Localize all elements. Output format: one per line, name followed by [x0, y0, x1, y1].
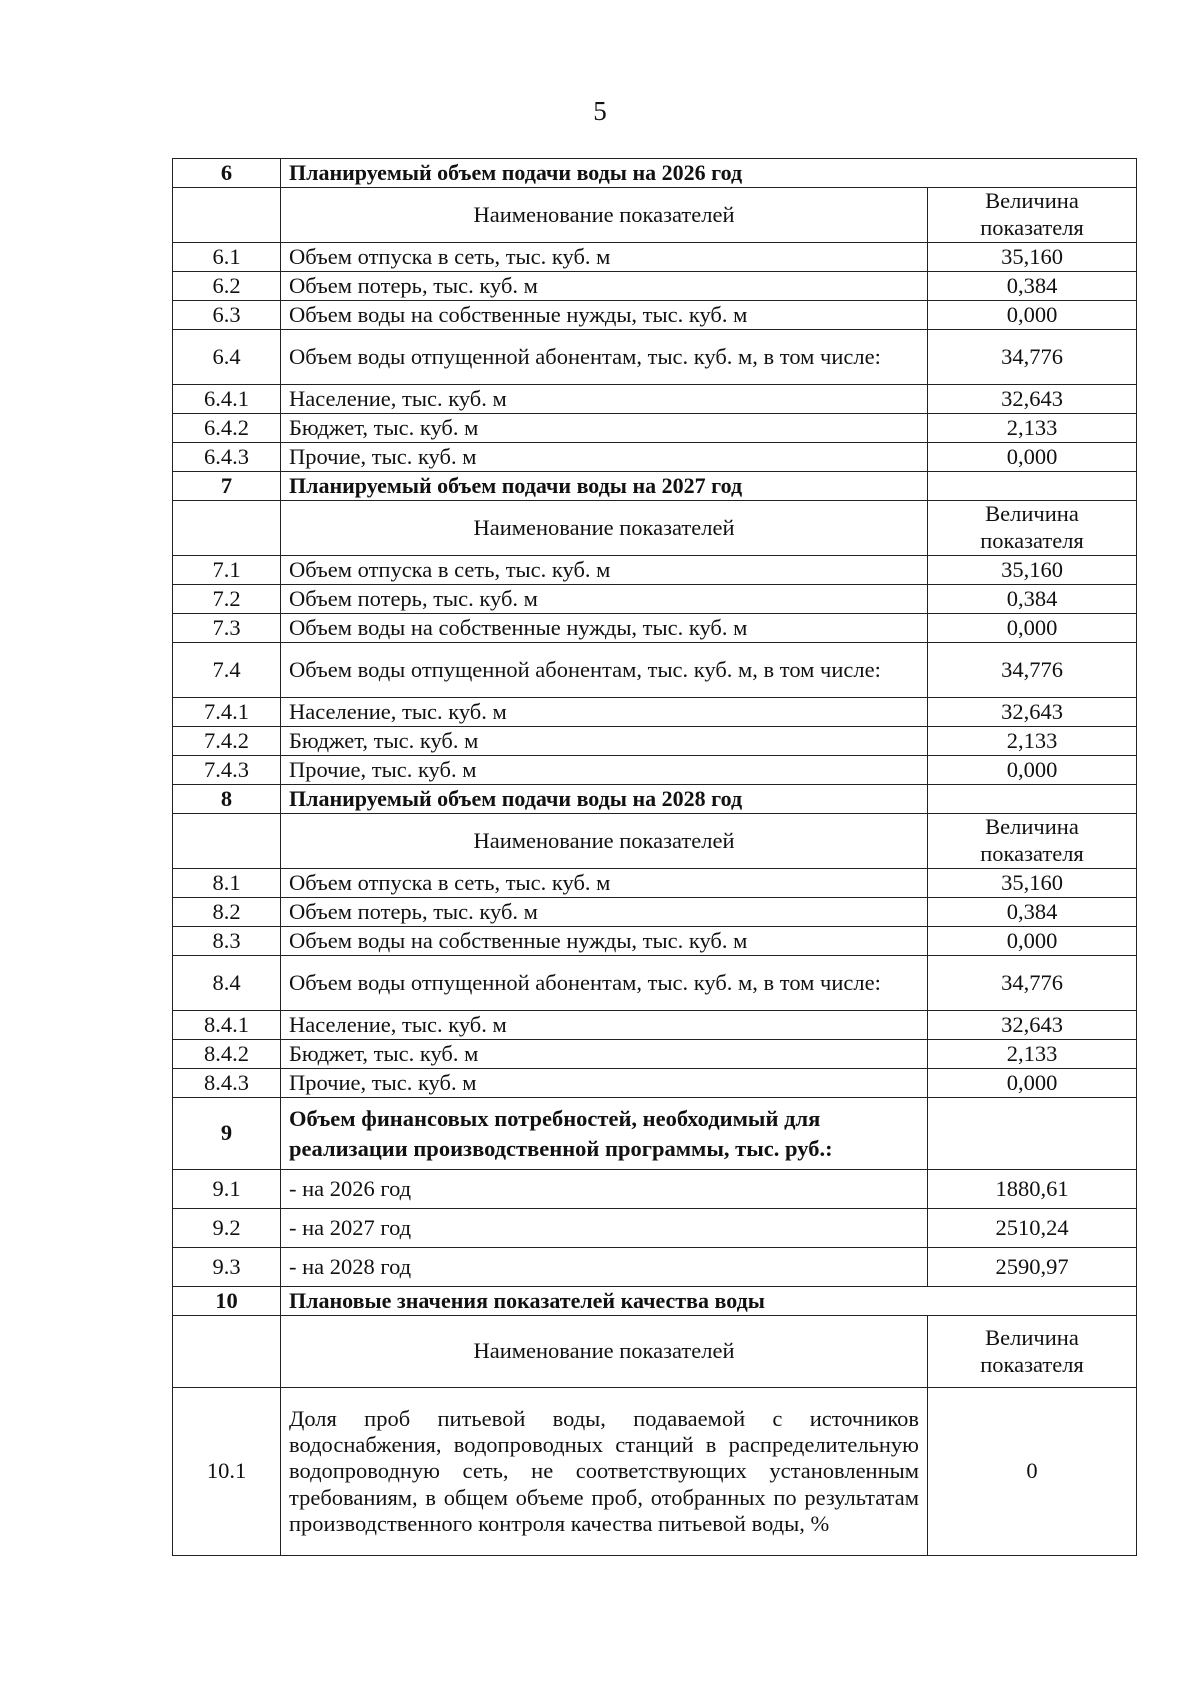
table-row [173, 956, 1137, 1011]
row-number: 7.2 [173, 585, 281, 614]
table-row [173, 414, 1137, 443]
table-row [173, 927, 1137, 956]
empty-cell [928, 472, 1137, 501]
table-row [173, 643, 1137, 698]
column-header-row [173, 1316, 1137, 1388]
column-header-value: Величина показателя [928, 1316, 1137, 1388]
row-value: 1880,61 [928, 1170, 1137, 1209]
row-value: 2,133 [928, 1040, 1137, 1069]
section-number: 6 [173, 159, 281, 188]
row-name: Бюджет, тыс. куб. м [281, 1040, 928, 1069]
row-name: Население, тыс. куб. м [281, 385, 928, 414]
table-row [173, 301, 1137, 330]
row-value: 0,000 [928, 1069, 1137, 1098]
row-name: Объем потерь, тыс. куб. м [281, 585, 928, 614]
row-name: Объем отпуска в сеть, тыс. куб. м [281, 556, 928, 585]
row-name: - на 2026 год [281, 1170, 928, 1209]
row-value: 0,000 [928, 927, 1137, 956]
row-value: 0,000 [928, 301, 1137, 330]
empty-cell [928, 785, 1137, 814]
table-row [173, 1011, 1137, 1040]
section-header-row [173, 1287, 1137, 1316]
row-number: 7.3 [173, 614, 281, 643]
table-row [173, 614, 1137, 643]
section-title: Планируемый объем подачи воды на 2027 год [281, 472, 928, 501]
row-value: 0,000 [928, 614, 1137, 643]
row-value: 2,133 [928, 727, 1137, 756]
row-value: 32,643 [928, 385, 1137, 414]
section-number: 9 [173, 1098, 281, 1170]
row-number: 8.2 [173, 898, 281, 927]
row-name: Население, тыс. куб. м [281, 1011, 928, 1040]
row-value: 35,160 [928, 243, 1137, 272]
row-number: 7.4.1 [173, 698, 281, 727]
column-header-name: Наименование показателей [281, 501, 928, 556]
row-name: Бюджет, тыс. куб. м [281, 414, 928, 443]
table-row [173, 869, 1137, 898]
row-name: Население, тыс. куб. м [281, 698, 928, 727]
table-row [173, 556, 1137, 585]
row-name: Объем воды отпущенной абонентам, тыс. куб. м, в том числе: [281, 956, 928, 1011]
table-row [173, 585, 1137, 614]
column-header-row [173, 501, 1137, 556]
table-row [173, 727, 1137, 756]
row-number: 7.4.3 [173, 756, 281, 785]
indicators-table [172, 158, 1137, 1556]
section-number: 7 [173, 472, 281, 501]
row-value: 34,776 [928, 956, 1137, 1011]
column-header-row [173, 188, 1137, 243]
section-header-row [173, 472, 1137, 501]
row-name: Объем потерь, тыс. куб. м [281, 898, 928, 927]
row-number: 6.1 [173, 243, 281, 272]
row-value: 34,776 [928, 643, 1137, 698]
table-row [173, 243, 1137, 272]
table-row [173, 756, 1137, 785]
row-value: 0,000 [928, 756, 1137, 785]
row-name: Объем воды на собственные нужды, тыс. куб. м [281, 301, 928, 330]
page-number: 5 [593, 96, 607, 126]
row-number: 8.4 [173, 956, 281, 1011]
row-name: Объем воды отпущенной абонентам, тыс. куб. м, в том числе: [281, 643, 928, 698]
section-title: Объем финансовых потребностей, необходимый для реализации производственной программы, тыс. руб.: [281, 1098, 928, 1170]
section-header-row [173, 1098, 1137, 1170]
table-row [173, 1209, 1137, 1248]
row-value: 0,384 [928, 585, 1137, 614]
column-header-value: Величина показателя [928, 188, 1137, 243]
section-title: Плановые значения показателей качества воды [281, 1287, 1137, 1316]
table-row [173, 1040, 1137, 1069]
section-header-row [173, 159, 1137, 188]
row-name: Объем потерь, тыс. куб. м [281, 272, 928, 301]
empty-cell [173, 814, 281, 869]
empty-cell [173, 501, 281, 556]
empty-cell [928, 1098, 1137, 1170]
column-header-value: Величина показателя [928, 501, 1137, 556]
row-value: 2590,97 [928, 1248, 1137, 1287]
row-name: Объем отпуска в сеть, тыс. куб. м [281, 869, 928, 898]
row-number: 8.1 [173, 869, 281, 898]
row-number: 7.4.2 [173, 727, 281, 756]
section-title: Планируемый объем подачи воды на 2026 год [281, 159, 1137, 188]
row-number: 9.3 [173, 1248, 281, 1287]
row-number: 8.4.1 [173, 1011, 281, 1040]
row-name: - на 2027 год [281, 1209, 928, 1248]
column-header-name: Наименование показателей [281, 1316, 928, 1388]
table-row [173, 1248, 1137, 1287]
section-header-row [173, 785, 1137, 814]
column-header-value: Величина показателя [928, 814, 1137, 869]
row-number: 8.3 [173, 927, 281, 956]
table-row [173, 1388, 1137, 1556]
row-number: 6.4.2 [173, 414, 281, 443]
empty-cell [173, 1316, 281, 1388]
row-name: Прочие, тыс. куб. м [281, 443, 928, 472]
row-value: 0 [928, 1388, 1137, 1556]
row-number: 7.1 [173, 556, 281, 585]
row-value: 2510,24 [928, 1209, 1137, 1248]
row-number: 6.4.1 [173, 385, 281, 414]
row-value: 2,133 [928, 414, 1137, 443]
section-number: 10 [173, 1287, 281, 1316]
row-value: 32,643 [928, 1011, 1137, 1040]
row-number: 8.4.3 [173, 1069, 281, 1098]
row-value: 0,384 [928, 898, 1137, 927]
row-name: Доля проб питьевой воды, подаваемой с источников водоснабжения, водопроводных станций в распределительную водопроводную сеть, не соответствующих установленным требованиям, в общем объеме проб, отобранных по результатам производственного контроля качества питьевой воды, % [281, 1388, 928, 1556]
column-header-name: Наименование показателей [281, 814, 928, 869]
row-number: 8.4.2 [173, 1040, 281, 1069]
row-name: Бюджет, тыс. куб. м [281, 727, 928, 756]
row-name: Объем отпуска в сеть, тыс. куб. м [281, 243, 928, 272]
row-value: 0,000 [928, 443, 1137, 472]
table-row [173, 1170, 1137, 1209]
table-row [173, 898, 1137, 927]
row-number: 9.2 [173, 1209, 281, 1248]
row-name: Прочие, тыс. куб. м [281, 756, 928, 785]
row-value: 35,160 [928, 869, 1137, 898]
table-row [173, 385, 1137, 414]
row-value: 34,776 [928, 330, 1137, 385]
table-row [173, 1069, 1137, 1098]
row-name: Объем воды на собственные нужды, тыс. куб. м [281, 614, 928, 643]
row-name: Прочие, тыс. куб. м [281, 1069, 928, 1098]
row-value: 32,643 [928, 698, 1137, 727]
column-header-row [173, 814, 1137, 869]
row-number: 6.4 [173, 330, 281, 385]
row-name: Объем воды на собственные нужды, тыс. куб. м [281, 927, 928, 956]
table-row [173, 698, 1137, 727]
table-row [173, 330, 1137, 385]
row-number: 6.2 [173, 272, 281, 301]
section-number: 8 [173, 785, 281, 814]
row-value: 35,160 [928, 556, 1137, 585]
row-name: Объем воды отпущенной абонентам, тыс. куб. м, в том числе: [281, 330, 928, 385]
table-row [173, 272, 1137, 301]
row-number: 6.3 [173, 301, 281, 330]
row-number: 6.4.3 [173, 443, 281, 472]
section-title: Планируемый объем подачи воды на 2028 год [281, 785, 928, 814]
row-number: 10.1 [173, 1388, 281, 1556]
row-number: 7.4 [173, 643, 281, 698]
table-row [173, 443, 1137, 472]
row-name: - на 2028 год [281, 1248, 928, 1287]
row-value: 0,384 [928, 272, 1137, 301]
row-number: 9.1 [173, 1170, 281, 1209]
column-header-name: Наименование показателей [281, 188, 928, 243]
empty-cell [173, 188, 281, 243]
